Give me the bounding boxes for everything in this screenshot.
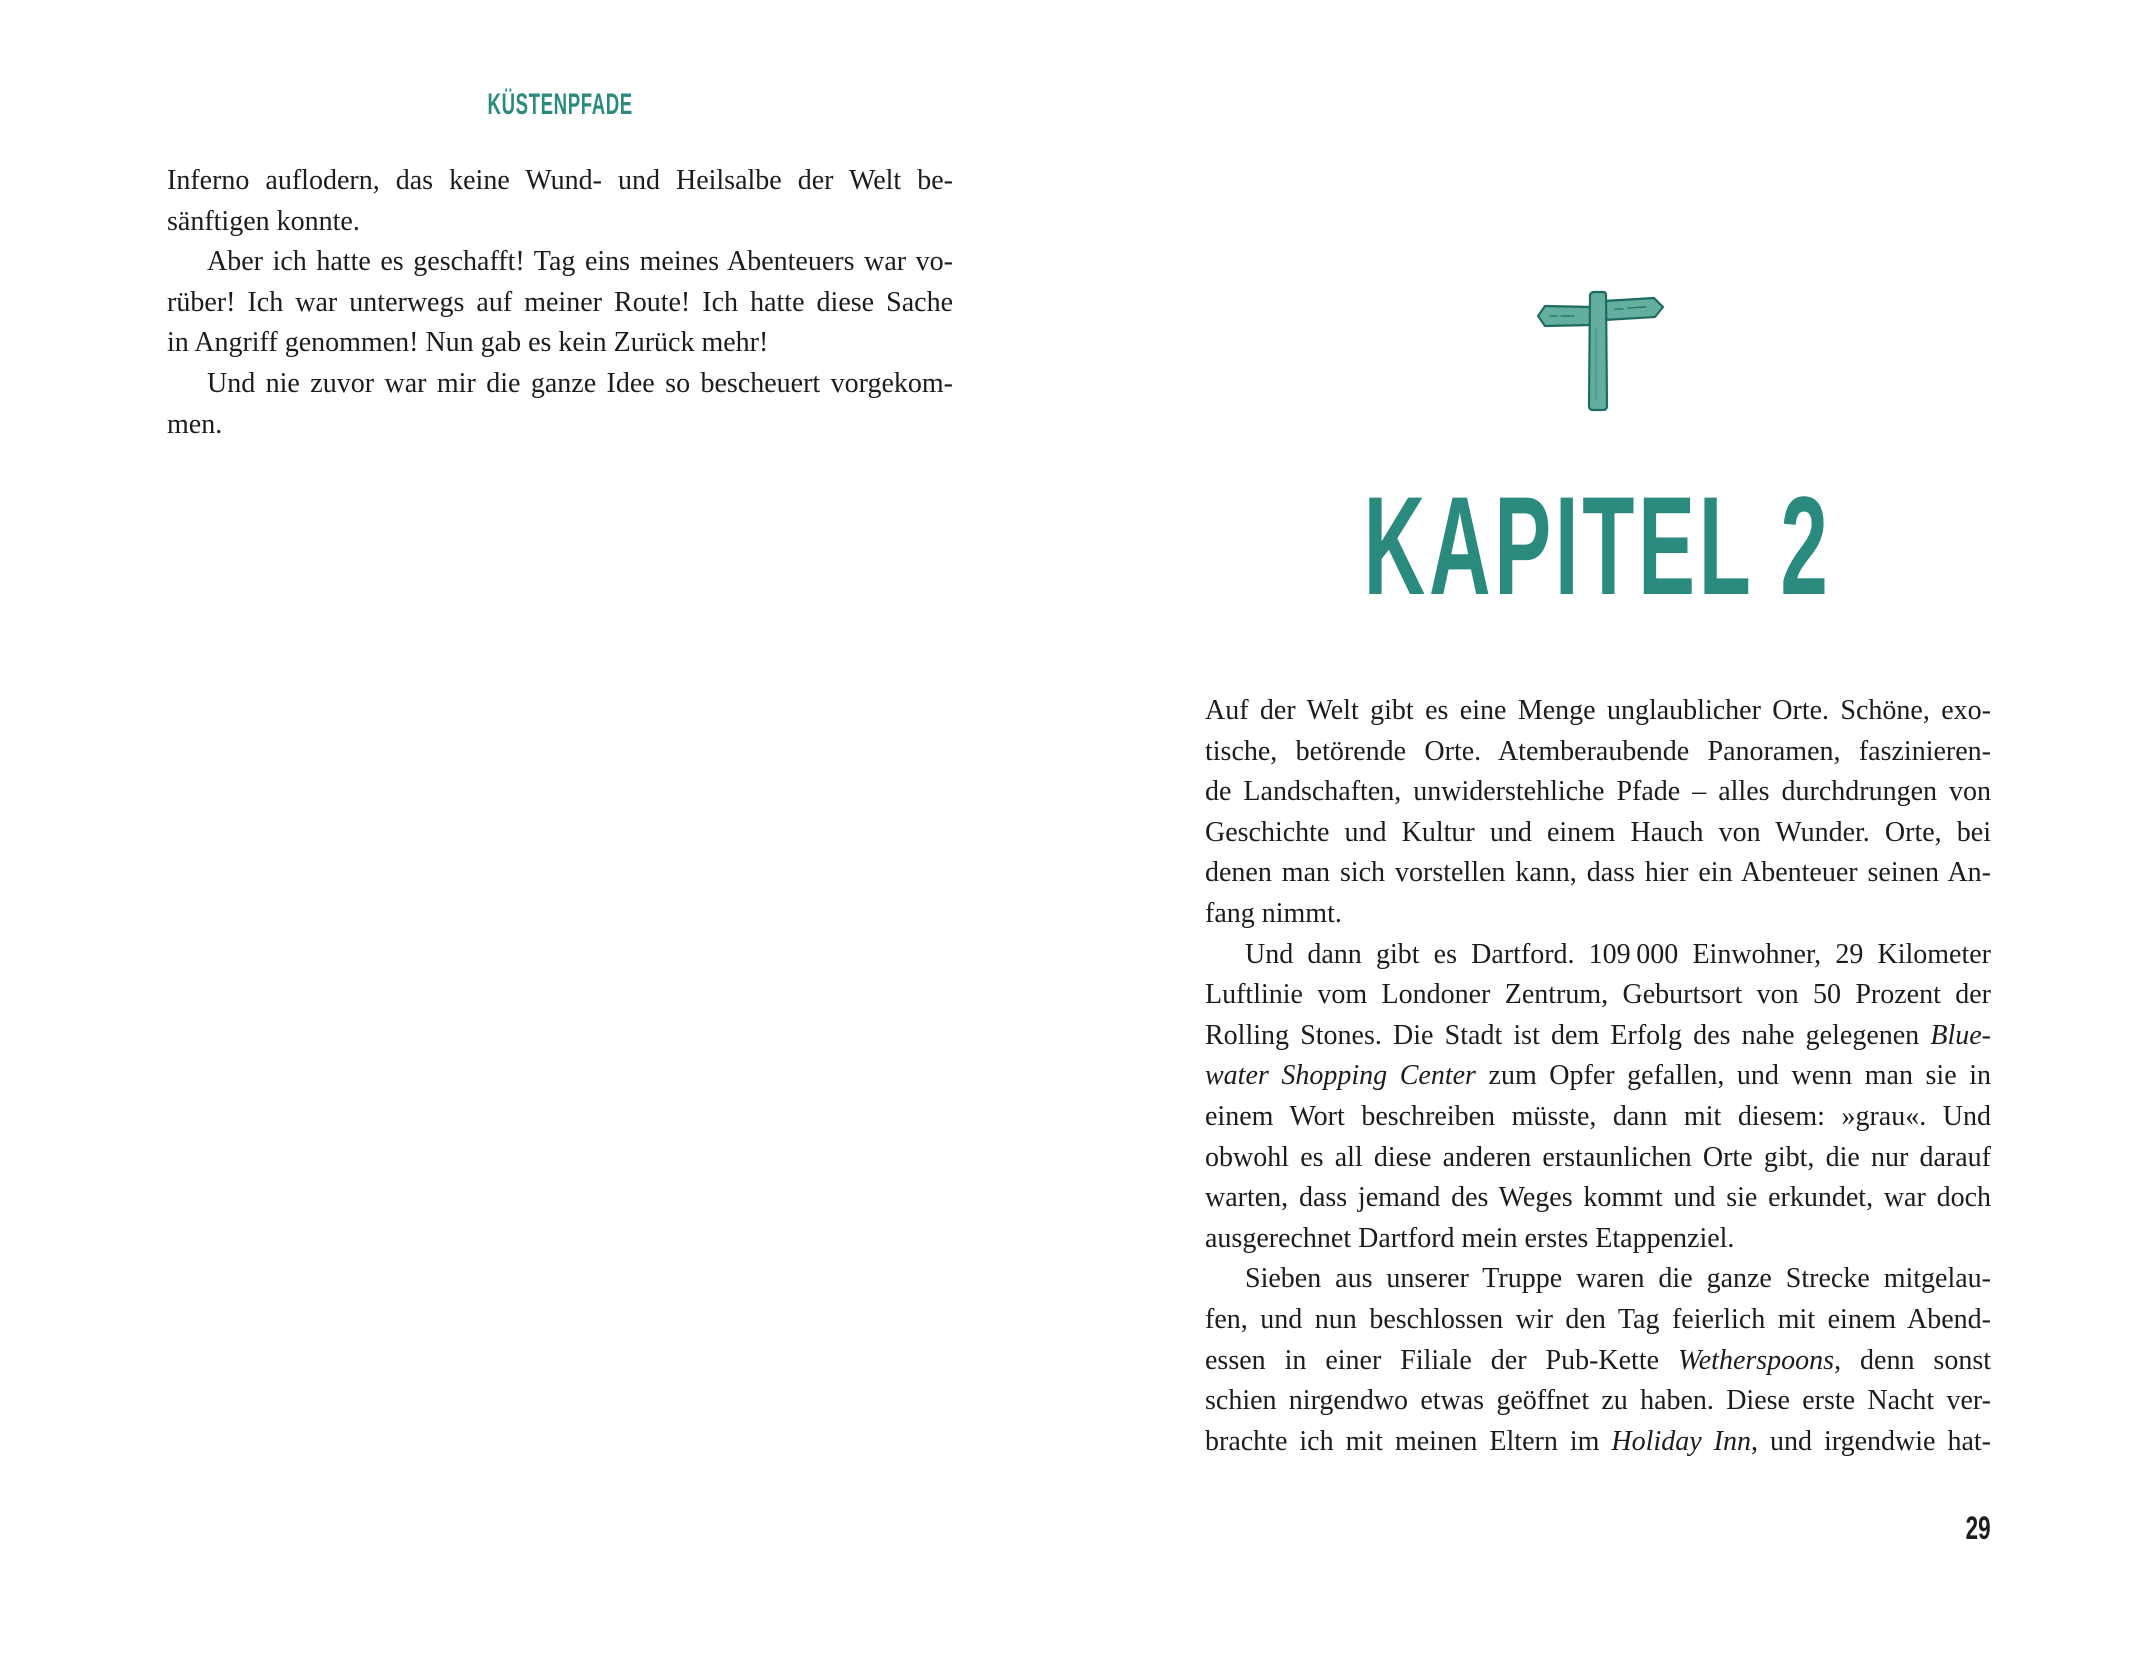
paragraph [167,364,953,445]
right-page [1071,0,2142,1654]
italic-segment: Holiday Inn [1611,1425,1751,1457]
text-line: Aber ich hatte es geschafft! Tag eins meines Abenteuers war vo- [207,246,953,278]
body-text [167,161,953,445]
italic-segment: Blue- [1930,1019,1991,1051]
text-segment: , und irgendwie hat- [1750,1425,1991,1457]
text-line [1205,1016,1991,1057]
text-line: denen man sich vorstellen kann, dass hier ein Abenteuer seinen An- [1205,857,1991,889]
chapter-title-label: KAPITEL 2 [1364,467,1832,624]
text-line: in Angriff genommen! Nun gab es kein Zurück mehr! [167,327,769,359]
text-line [1205,1341,1991,1382]
text-line: fen, und nun beschlossen wir den Tag feierlich mit einem Abend- [1205,1303,1991,1335]
text-line: fang nimmt. [1205,897,1342,929]
text-line [1205,1056,1991,1097]
page-number-label: 29 [1966,1510,1991,1546]
text-line: de Landschaften, unwiderstehliche Pfade – alles durchdrungen von [1205,776,1991,808]
text-line: men. [167,408,223,440]
running-head [167,90,953,120]
text-line: tische, betörende Orte. Atemberaubende Panoramen, faszinieren- [1205,735,1991,767]
italic-segment: water Shopping Center [1205,1060,1476,1092]
page-number [1905,1512,1991,1544]
text-line: einem Wort beschreiben müsste, dann mit diesem: »grau«. Und [1205,1100,1991,1132]
text-line: ausgerechnet Dartford mein erstes Etappenziel. [1205,1222,1735,1254]
text-line: Und nie zuvor war mir die ganze Idee so bescheuert vorgekom- [207,367,953,399]
text-line: Auf der Welt gibt es eine Menge unglaublicher Orte. Schöne, exo- [1205,695,1991,726]
chapter-title [1205,467,1991,624]
signpost-icon [1530,288,1670,418]
italic-segment: Wetherspoons [1678,1344,1835,1376]
text-line: Luftlinie vom Londoner Zentrum, Geburtsort von 50 Prozent der [1205,979,1991,1011]
text-segment: , denn sonst [1834,1344,1992,1376]
text-line: schien nirgendwo etwas geöffnet zu haben. Diese erste Nacht ver- [1205,1385,1991,1417]
text-line [1205,1422,1991,1463]
text-line: Geschichte und Kultur und einem Hauch von Wunder. Orte, bei [1205,816,1991,848]
paragraph [1205,691,1991,935]
text-line: sänftigen konnte. [167,205,360,237]
text-segment: zum Opfer gefallen, und wenn man sie in [1475,1060,1991,1092]
text-segment: Rolling Stones. Die Stadt ist dem Erfolg des nahe gelegenen [1205,1019,1931,1051]
text-line: Sieben aus unserer Truppe waren die ganze Strecke mitgelau- [1245,1263,1991,1295]
signpost-post [1589,292,1607,410]
signpost-right-board [1604,298,1663,320]
text-line: rüber! Ich war unterwegs auf meiner Route! Ich hatte diese Sache [167,286,953,318]
text-line: warten, dass jemand des Weges kommt und sie erkundet, war doch [1205,1182,1991,1214]
text-line: Inferno auflodern, das keine Wund- und Heilsalbe der Welt be- [167,165,953,196]
body-text [1205,691,1991,1462]
paragraph [167,242,953,364]
text-line: obwohl es all diese anderen erstaunlichen Orte gibt, die nur darauf [1205,1141,1991,1173]
running-head-label: KÜSTENPFADE [487,88,633,121]
paragraph [1205,1259,1991,1462]
text-segment: brachte ich mit meinen Eltern im [1205,1425,1612,1457]
text-line: Und dann gibt es Dartford. 109 000 Einwohner, 29 Kilometer [1245,938,1991,970]
paragraph [1205,935,1991,1260]
paragraph [167,161,953,242]
text-segment: essen in einer Filiale der Pub-Kette [1205,1344,1678,1376]
